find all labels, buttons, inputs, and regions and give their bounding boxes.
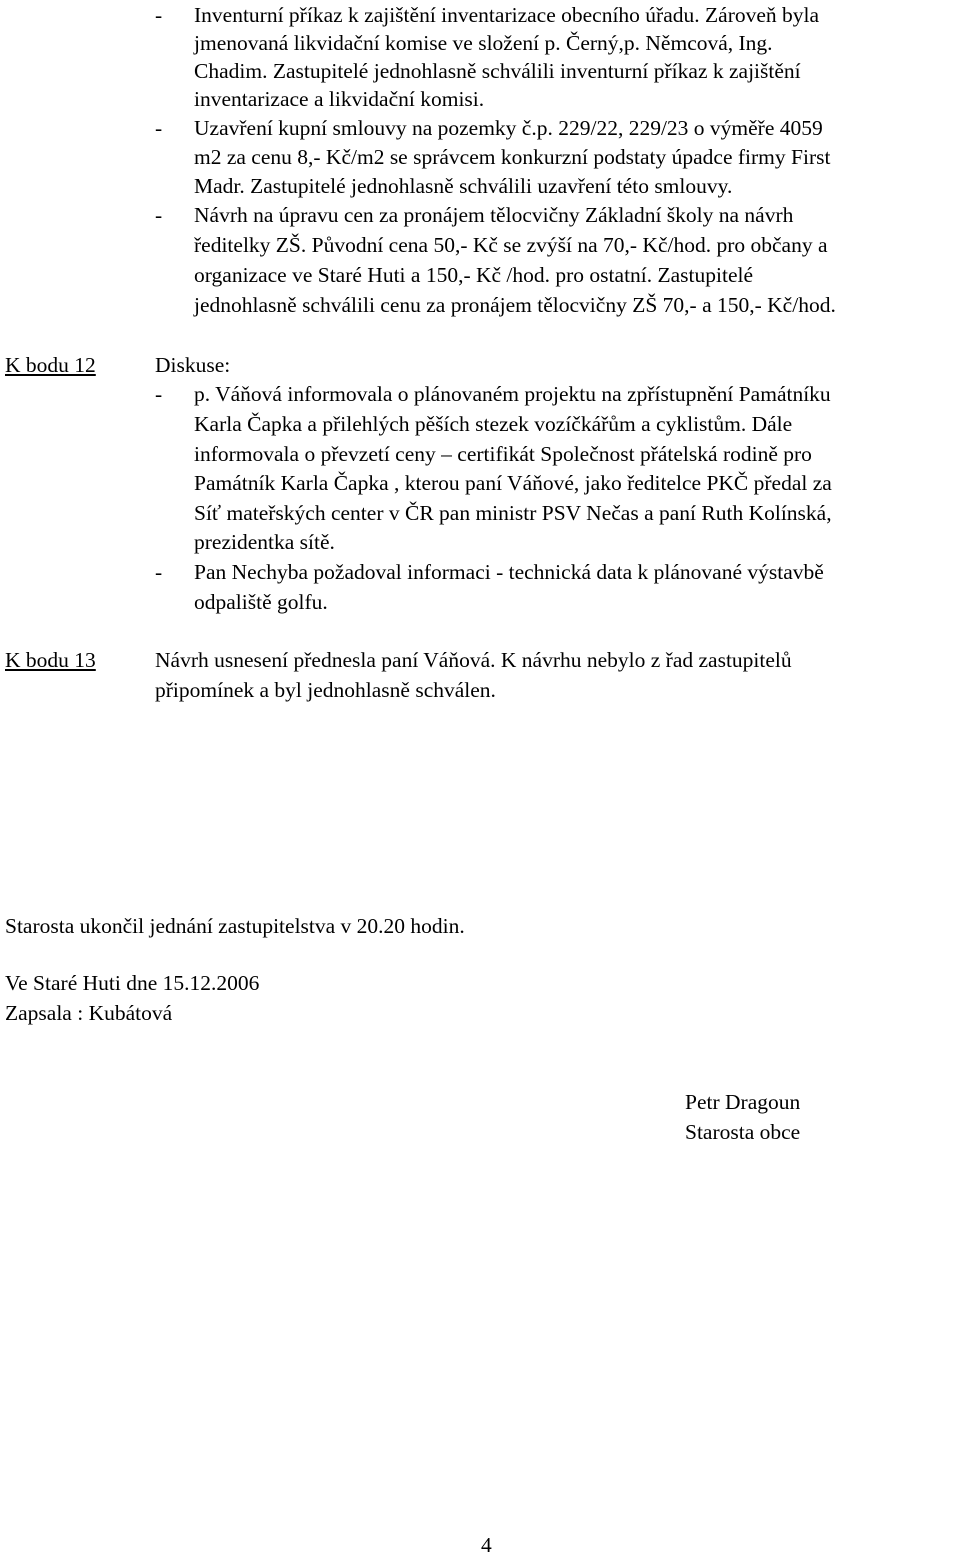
text-line: prezidentka sítě.	[194, 530, 335, 554]
text-line: připomínek a byl jednohlasně schválen.	[155, 678, 496, 702]
text-line: informovala o převzetí ceny – certifikát Společnost přátelská rodině pro	[194, 442, 812, 466]
list-dash: -	[155, 116, 163, 140]
section-heading: K bodu 12	[5, 353, 96, 377]
list-dash: -	[155, 203, 163, 227]
text-line: p. Váňová informovala o plánovaném projektu na zpřístupnění Památníku	[194, 382, 831, 406]
list-dash: -	[155, 560, 163, 584]
text-line: ředitelky ZŠ. Původní cena 50,- Kč se zvýší na 70,- Kč/hod. pro občany a	[194, 233, 828, 257]
text-line: Inventurní příkaz k zajištění inventarizace obecního úřadu. Zároveň byla	[194, 3, 820, 27]
place-date: Ve Staré Huti dne 15.12.2006	[5, 971, 260, 995]
text-line: Chadim. Zastupitelé jednohlasně schválili inventurní příkaz k zajištění	[194, 59, 801, 83]
text-line: Madr. Zastupitelé jednohlasně schválili uzavření této smlouvy.	[194, 174, 733, 198]
signature-name: Petr Dragoun	[685, 1090, 801, 1114]
text-line: Karla Čapka a přilehlých pěších stezek vozíčkářům a cyklistům. Dále	[194, 412, 793, 436]
text-line: jednohlasně schválili cenu za pronájem tělocvičny ZŠ 70,- a 150,- Kč/hod.	[194, 293, 836, 317]
list-dash: -	[155, 382, 163, 406]
text-line: Návrh na úpravu cen za pronájem tělocvičny Základní školy na návrh	[194, 203, 794, 227]
text-line: inventarizace a likvidační komisi.	[194, 87, 485, 111]
text-line: odpaliště golfu.	[194, 590, 328, 614]
text-line: Uzavření kupní smlouvy na pozemky č.p. 229/22, 229/23 o výměře 4059	[194, 116, 823, 140]
section-intro: Diskuse:	[155, 353, 231, 377]
text-line: m2 za cenu 8,- Kč/m2 se správcem konkurzní podstaty úpadce firmy First	[194, 145, 831, 169]
text-line: Pan Nechyba požadoval informaci - technická data k plánované výstavbě	[194, 560, 824, 584]
text-line: Síť mateřských center v ČR pan ministr PSV Nečas a paní Ruth Kolínská,	[194, 501, 832, 525]
signature-title: Starosta obce	[685, 1120, 801, 1144]
text-line: organizace ve Staré Huti a 150,- Kč /hod. pro ostatní. Zastupitelé	[194, 263, 754, 287]
recorder: Zapsala : Kubátová	[5, 1001, 173, 1025]
closing-statement: Starosta ukončil jednání zastupitelstva v 20.20 hodin.	[5, 914, 465, 938]
text-line: jmenovaná likvidační komise ve složení p. Černý,p. Němcová, Ing.	[194, 31, 773, 55]
text-line: Památník Karla Čapka , kterou paní Váňové, jako ředitelce PKČ předal za	[194, 471, 832, 495]
text-line: Návrh usnesení přednesla paní Váňová. K návrhu nebylo z řad zastupitelů	[155, 648, 792, 672]
list-dash: -	[155, 3, 163, 27]
page-number: 4	[481, 1533, 492, 1557]
section-heading: K bodu 13	[5, 648, 96, 672]
